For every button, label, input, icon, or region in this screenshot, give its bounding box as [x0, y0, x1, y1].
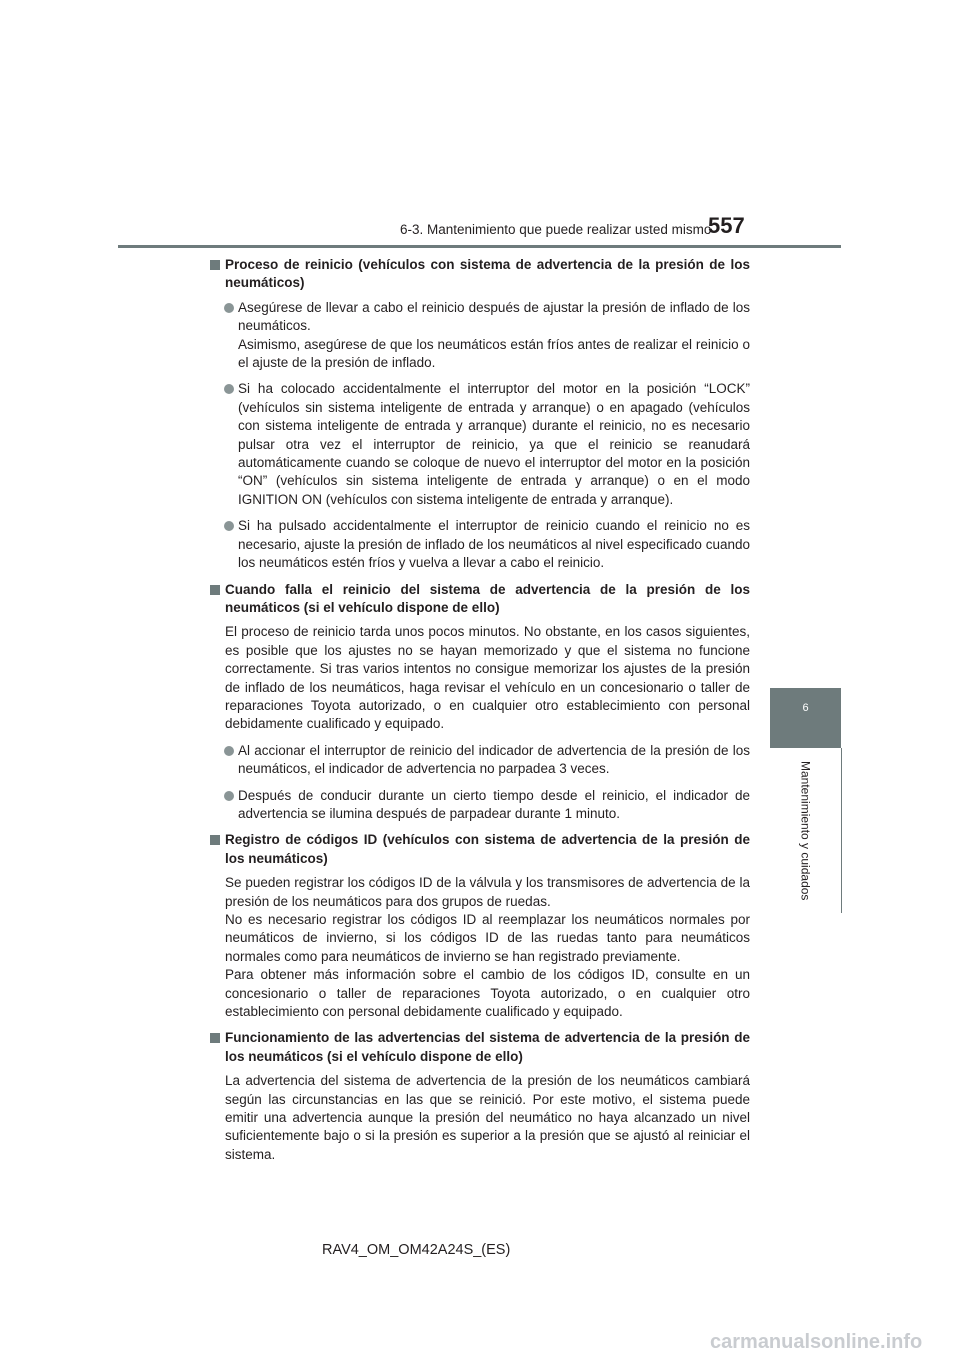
- bullet-item: [210, 517, 750, 572]
- header-divider: [118, 245, 841, 248]
- section-title: [210, 581, 750, 618]
- section-id-codes: [210, 831, 750, 1021]
- square-bullet-icon: [210, 260, 220, 270]
- bullet-item: [210, 299, 750, 373]
- section-warning-operation: [210, 1029, 750, 1164]
- section-title-text: Proceso de reinicio (vehículos con sistema de advertencia de la presión de los neumáticos): [225, 257, 750, 291]
- section-title: [210, 256, 750, 293]
- circle-bullet-icon: [224, 303, 234, 313]
- circle-bullet-icon: [224, 384, 234, 394]
- chapter-tab-rule: [841, 748, 842, 913]
- circle-bullet-icon: [224, 791, 234, 801]
- bullet-text: Después de conducir durante un cierto tiempo desde el reinicio, el indicador de advertencia se ilumina después de parpadear durante 1 minuto.: [238, 787, 750, 821]
- chapter-tab: [770, 748, 841, 913]
- paragraph-line: Para obtener más información sobre el cambio de los códigos ID, consulte en un concesionario o taller de reparaciones Toyota autorizado, o en cualquier otro establecimiento con personal debidamente cualificado y equipado.: [225, 967, 750, 1020]
- square-bullet-icon: [210, 585, 220, 595]
- footer-model-code: RAV4_OM_OM42A24S_(ES): [322, 1242, 511, 1258]
- section-title-text: Registro de códigos ID (vehículos con sistema de advertencia de la presión de los neumáticos): [225, 832, 750, 866]
- section-paragraph: [210, 874, 750, 1021]
- section-title: [210, 831, 750, 868]
- section-paragraph: El proceso de reinicio tarda unos pocos minutos. No obstante, en los casos siguientes, es posible que los ajustes no se hayan memorizado y que el sistema no funcione correctamente. Si tras varios intentos no consigue memorizar los ajustes de la presión de inflado de los neumáticos, haga revisar el vehículo en un concesionario o taller de reparaciones Toyota autorizado, o en cualquier otro establecimiento con personal debidamente cualificado y equipado.: [225, 624, 750, 732]
- paragraph-line: Se pueden registrar los códigos ID de la válvula y los transmisores de advertencia de la presión de los neumáticos para dos grupos de ruedas.: [225, 875, 750, 909]
- bullet-item: [210, 380, 750, 509]
- circle-bullet-icon: [224, 746, 234, 756]
- section-title-text: Funcionamiento de las advertencias del sistema de advertencia de la presión de los neumáticos (si el vehículo dispone de ello): [225, 1030, 750, 1064]
- circle-bullet-icon: [224, 521, 234, 531]
- paragraph-line: No es necesario registrar los códigos ID al reemplazar los neumáticos normales por neumáticos de invierno, si los códigos ID de las ruedas tanto para neumáticos normales como para neumáticos de invierno se han registrado previamente.: [225, 912, 750, 964]
- bullet-item: [210, 787, 750, 824]
- chapter-tab-number: 6: [770, 688, 841, 748]
- bullet-text: Asegúrese de llevar a cabo el reinicio después de ajustar la presión de inflado de los neumáticos.: [238, 299, 750, 334]
- section-reset-process: [210, 256, 750, 573]
- bullet-item: [210, 742, 750, 779]
- square-bullet-icon: [210, 835, 220, 845]
- bullet-text: Al accionar el interruptor de reinicio del indicador de advertencia de la presión de los neumáticos, el indicador de advertencia no parpadea 3 veces.: [238, 742, 750, 777]
- page-content: [210, 256, 750, 1172]
- header-section-title: 6-3. Mantenimiento que puede realizar usted mismo: [400, 222, 712, 237]
- section-reset-failure: [210, 581, 750, 824]
- square-bullet-icon: [210, 1033, 220, 1043]
- page-number: 557: [708, 213, 745, 238]
- watermark-text: carmanualsonline.info: [710, 1331, 923, 1353]
- section-title: [210, 1029, 750, 1066]
- bullet-text: Si ha pulsado accidentalmente el interruptor de reinicio cuando el reinicio no es necesario, ajuste la presión de inflado de los neumáticos al nivel especificado cuando los neumáticos estén fríos y vuelva a llevar a cabo el reinicio.: [238, 518, 750, 571]
- section-title-text: Cuando falla el reinicio del sistema de advertencia de la presión de los neumáticos (si el vehículo dispone de ello): [225, 581, 750, 615]
- bullet-text: Asimismo, asegúrese de que los neumáticos están fríos antes de realizar el reinicio o el ajuste de la presión de inflado.: [238, 336, 750, 371]
- bullet-text: Si ha colocado accidentalmente el interruptor del motor en la posición “LOCK” (vehículos sin sistema inteligente de entrada y arranque) o en apagado (vehículos con sistema inteligente de entrada y arranque) durante el reinicio, no es necesario pulsar otra vez el interruptor de reinicio, ya que el reinicio se reanudará automáticamente cuando se coloque de nuevo el interruptor del motor en la posición “ON” (vehículos sin sistema inteligente de entrada y arranque) o en el modo IGNITION ON (vehículos con sistema inteligente de entrada y arranque).: [238, 381, 750, 507]
- chapter-tab-label: Mantenimiento y cuidados: [798, 760, 813, 901]
- section-paragraph: La advertencia del sistema de advertencia de la presión de los neumáticos cambiará según las circunstancias en las que se reinició. Por este motivo, el sistema puede emitir una advertencia aunque la presión del neumático no haya alcanzado un nivel suficientemente bajo o si la presión es superior a la presión que se ajustó al reiniciar el sistema.: [225, 1073, 750, 1162]
